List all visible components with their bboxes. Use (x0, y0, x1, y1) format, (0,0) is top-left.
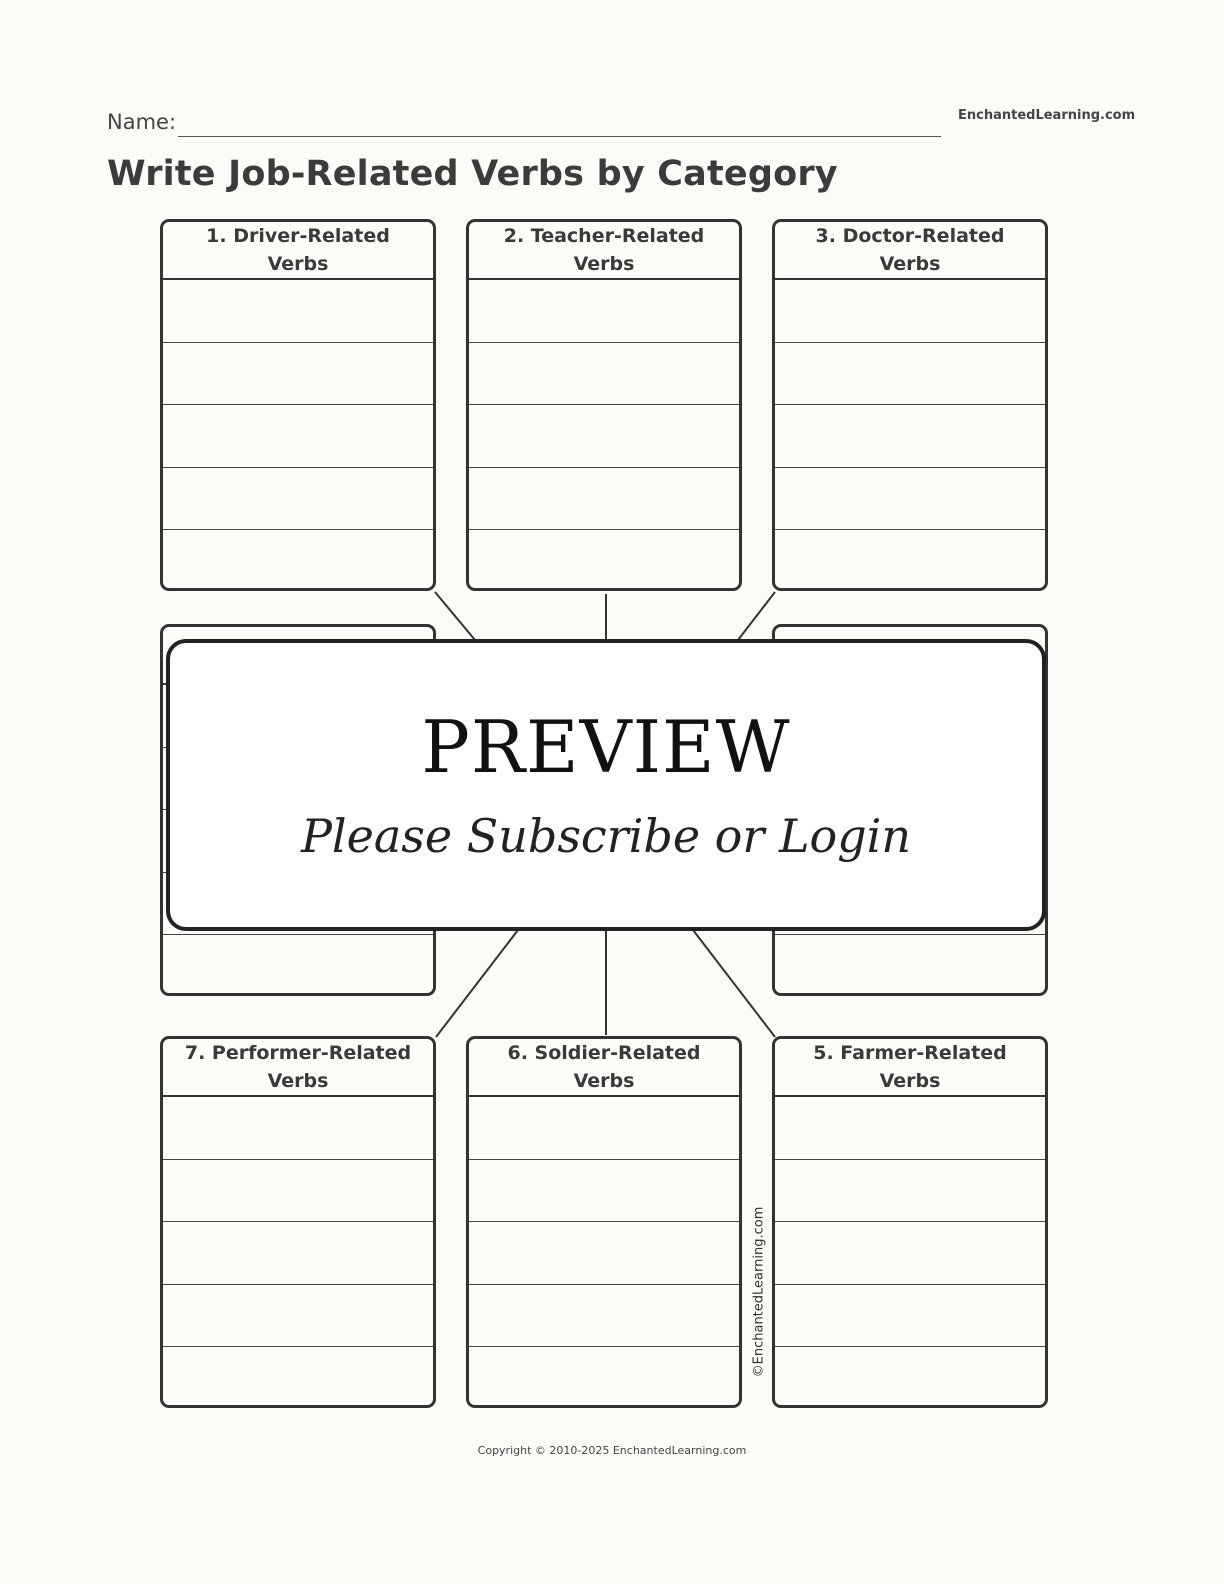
preview-overlay[interactable] (166, 639, 1046, 931)
answer-line[interactable] (163, 343, 433, 406)
brand-label: EnchantedLearning.com (958, 108, 1136, 123)
answer-line[interactable] (775, 935, 1045, 996)
answer-line[interactable] (163, 1160, 433, 1223)
worksheet-title: Write Job-Related Verbs by Category (107, 154, 838, 194)
category-box-performer (160, 1036, 436, 1408)
category-title: 1. Driver-Related Verbs (163, 222, 433, 280)
answer-line[interactable] (775, 1285, 1045, 1348)
answer-line[interactable] (775, 1222, 1045, 1285)
answer-line[interactable] (163, 468, 433, 531)
answer-line[interactable] (775, 530, 1045, 591)
answer-line[interactable] (163, 1285, 433, 1348)
answer-line[interactable] (775, 343, 1045, 406)
subscribe-login-prompt[interactable]: Please Subscribe or Login (300, 809, 912, 863)
answer-line[interactable] (469, 1222, 739, 1285)
side-credit: ©EnchantedLearning.com (751, 1206, 767, 1378)
answer-line[interactable] (163, 530, 433, 591)
answer-line[interactable] (469, 530, 739, 591)
answer-line[interactable] (163, 1347, 433, 1408)
category-title: 3. Doctor-Related Verbs (775, 222, 1045, 280)
answer-line[interactable] (163, 935, 433, 996)
answer-line[interactable] (469, 1285, 739, 1348)
answer-line[interactable] (775, 1097, 1045, 1160)
category-title: 6. Soldier-Related Verbs (469, 1039, 739, 1097)
answer-line[interactable] (775, 1347, 1045, 1408)
category-box-teacher (466, 219, 742, 591)
answer-line[interactable] (469, 468, 739, 531)
answer-line[interactable] (469, 280, 739, 343)
copyright-footer: Copyright © 2010-2025 EnchantedLearning.com (477, 1444, 747, 1457)
answer-line[interactable] (469, 343, 739, 406)
name-label: Name: (107, 110, 177, 134)
answer-line[interactable] (469, 1347, 739, 1408)
category-box-soldier (466, 1036, 742, 1408)
answer-line[interactable] (469, 1097, 739, 1160)
answer-line[interactable] (469, 1160, 739, 1223)
answer-line[interactable] (163, 405, 433, 468)
preview-title: PREVIEW (421, 705, 791, 789)
answer-line[interactable] (775, 405, 1045, 468)
category-title: 2. Teacher-Related Verbs (469, 222, 739, 280)
category-box-driver (160, 219, 436, 591)
category-title: 7. Performer-Related Verbs (163, 1039, 433, 1097)
answer-line[interactable] (775, 1160, 1045, 1223)
answer-line[interactable] (163, 280, 433, 343)
category-box-farmer (772, 1036, 1048, 1408)
category-box-doctor (772, 219, 1048, 591)
answer-line[interactable] (775, 468, 1045, 531)
answer-line[interactable] (163, 1097, 433, 1160)
answer-line[interactable] (163, 1222, 433, 1285)
category-title: 5. Farmer-Related Verbs (775, 1039, 1045, 1097)
answer-line[interactable] (469, 405, 739, 468)
answer-line[interactable] (775, 280, 1045, 343)
